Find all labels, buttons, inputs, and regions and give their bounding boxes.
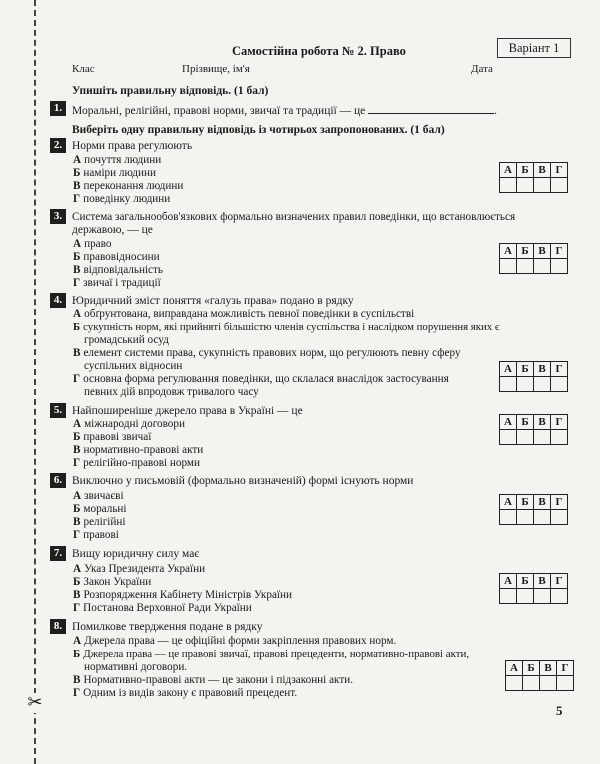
question-number: 1. — [50, 101, 66, 116]
date-label: Дата — [471, 63, 493, 75]
option: В релігійні — [73, 516, 126, 528]
answer-blank[interactable] — [368, 103, 494, 114]
question-number: 2. — [50, 138, 66, 153]
option-cont: нормативні договори. — [84, 661, 188, 673]
question-number: 4. — [50, 293, 66, 308]
page-number: 5 — [556, 703, 563, 718]
scissors-icon: ✂ — [25, 693, 45, 713]
option: Г звичаї і традиції — [73, 277, 161, 289]
question-number: 6. — [50, 473, 66, 488]
option: А міжнародні договори — [73, 418, 185, 430]
option: В переконання людини — [73, 180, 184, 192]
cut-line — [34, 0, 36, 764]
answer-grid[interactable]: А Б В Г — [499, 494, 568, 525]
section-title-1: Упишіть правильну відповідь. (1 бал) — [72, 85, 269, 97]
option: Б моральні — [73, 503, 127, 515]
variant-label: Варіант 1 — [497, 38, 571, 58]
option: А право — [73, 238, 112, 250]
question-text: Вищу юридичну силу має — [72, 548, 200, 560]
option: Б правовідносини — [73, 251, 160, 263]
option: Г поведінку людини — [73, 193, 171, 205]
option: А звичаєві — [73, 490, 124, 502]
option: Б правові звичаї — [73, 431, 152, 443]
question-text: Юридичний зміст поняття «галузь права» подано в рядку — [72, 295, 354, 307]
question-text-cont: державою, — це — [72, 224, 153, 236]
option: А Указ Президента України — [73, 563, 206, 575]
option: В Розпорядження Кабінету Міністрів України — [73, 589, 293, 601]
option: В елемент системи права, сукупність правових норм, що регулюють певну сферу — [73, 347, 461, 359]
answer-grid[interactable]: А Б В Г — [499, 361, 568, 392]
option-cont: громадський осуд — [84, 334, 169, 346]
option: Б Джерела права — це правові звичаї, правові прецеденти, нормативно-правові акти, — [73, 648, 470, 660]
option: Г Одним із видів закону є правовий прецедент. — [73, 687, 298, 699]
question-number: 3. — [50, 209, 66, 224]
option: А обґрунтована, виправдана можливість певної поведінки в суспільстві — [73, 308, 415, 320]
name-label: Прізвище, ім'я — [182, 63, 250, 75]
option: Г Постанова Верховної Ради України — [73, 602, 252, 614]
option: Г основна форма регулювання поведінки, що склалася внаслідок застосування — [73, 373, 449, 385]
question-text: Система загальнообов'язкових формально визначених правил поведінки, що встановлюється — [72, 211, 516, 223]
question-text: Найпоширеніше джерело права в Україні — це — [72, 405, 303, 417]
option: Б наміри людини — [73, 167, 156, 179]
question-number: 7. — [50, 546, 66, 561]
option: Б Закон України — [73, 576, 152, 588]
question-text: Помилкове твердження подане в рядку — [72, 621, 263, 633]
class-label: Клас — [72, 63, 95, 75]
option: Г релігійно-правові норми — [73, 457, 200, 469]
question-text: Норми права регулюють — [72, 140, 193, 152]
option: В нормативно-правові акти — [73, 444, 204, 456]
question-text: Виключно у письмовій (формально визначеній) формі існують норми — [72, 475, 414, 487]
answer-grid[interactable]: А Б В Г — [499, 414, 568, 445]
section-title-2: Виберіть одну правильну відповідь із чотирьох запропонованих. (1 бал) — [72, 124, 445, 136]
option: А Джерела права — це офіційні форми закріплення правових норм. — [73, 635, 397, 647]
answer-grid[interactable]: А Б В Г — [499, 243, 568, 274]
question-number: 5. — [50, 403, 66, 418]
option: Г правові — [73, 529, 119, 541]
option: А почуття людини — [73, 154, 162, 166]
page-title: Самостійна робота № 2. Право — [232, 44, 406, 58]
question-1-text: Моральні, релігійні, правові норми, звичаї та традиції — це — [72, 105, 366, 117]
option: В Нормативно-правові акти — це закони і підзаконні акти. — [73, 674, 353, 686]
answer-grid[interactable]: А Б В Г — [499, 162, 568, 193]
question-number: 8. — [50, 619, 66, 634]
answer-grid[interactable]: А Б В Г — [499, 573, 568, 604]
option: В відповідальність — [73, 264, 164, 276]
option-cont: суспільних відносин — [84, 360, 183, 372]
answer-grid[interactable]: А Б В Г — [505, 660, 574, 691]
option: Б сукупність норм, які прийняті більшістю членів суспільства і наслідком порушення яких є — [73, 321, 500, 333]
question-text: Моральні, релігійні, правові норми, звичаї та традиції — це . — [72, 105, 498, 117]
option-cont: певних дій впродовж тривалого часу — [84, 386, 259, 398]
